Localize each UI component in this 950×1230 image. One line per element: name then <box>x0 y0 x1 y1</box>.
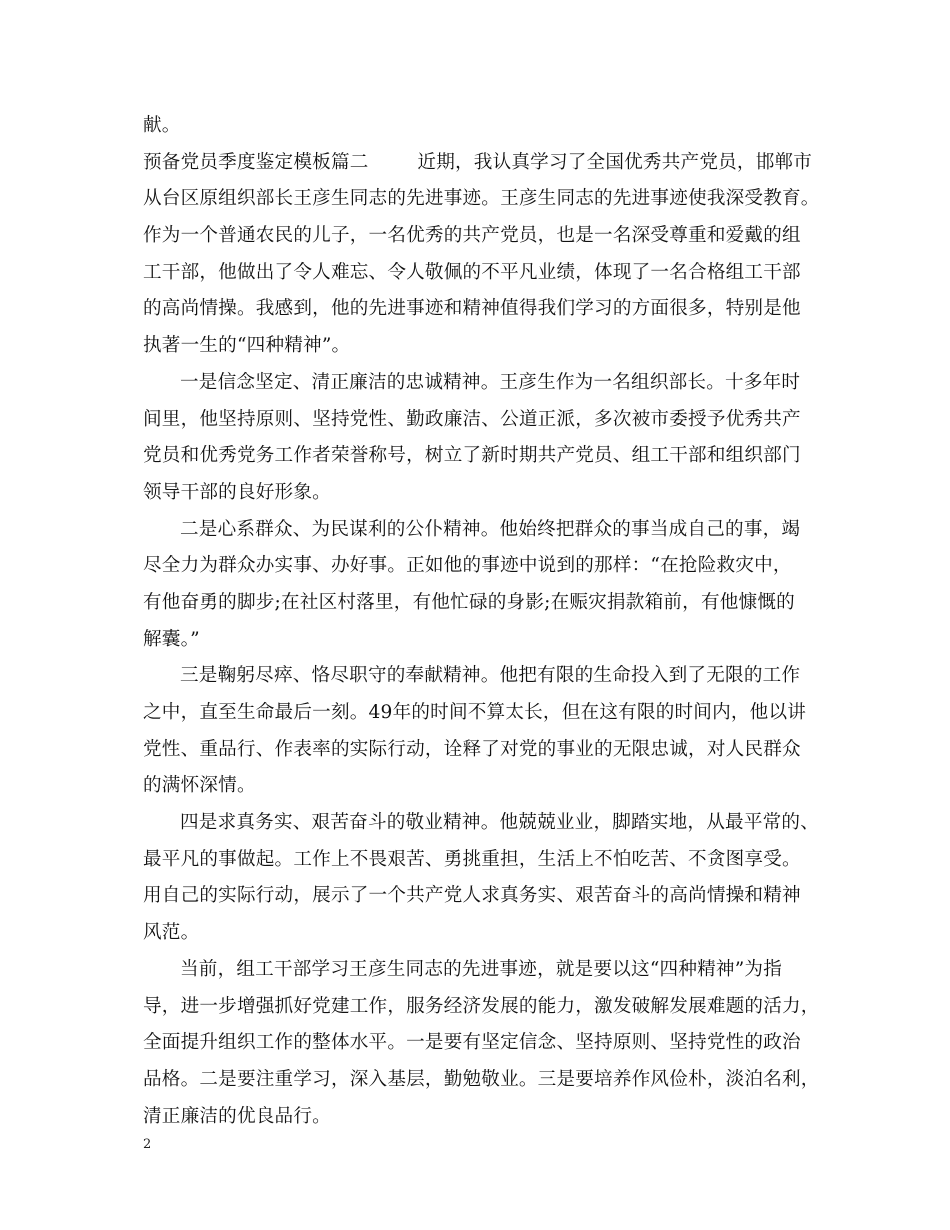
text-line: 品格。二是要注重学习，深入基层，勤勉敬业。三是要培养作风俭朴，淡泊名利， <box>143 1068 820 1090</box>
text-line: 清正廉洁的优良品行。 <box>143 1105 331 1127</box>
text-line: 作为一个普通农民的儿子，一名优秀的共产党员，也是一名深受尊重和爱戴的组 <box>143 225 801 247</box>
text-line: 领导干部的良好形象。 <box>143 481 331 503</box>
paragraph-first-line: 三是鞠躬尽瘁、恪尽职守的奉献精神。他把有限的生命投入到了无限的工作 <box>180 665 801 687</box>
text-line: 献。 <box>143 115 181 136</box>
section-heading-line: 预备党员季度鉴定模板篇二 近期，我认真学习了全国优秀共产党员，邯郸市 <box>143 151 813 173</box>
text-line: 解囊。” <box>143 628 200 650</box>
text-line: 尽全力为群众办实事、办好事。正如他的事迹中说到的那样：“在抢险救灾中， <box>143 555 792 577</box>
text-line: 导，进一步增强抓好党建工作，服务经济发展的能力，激发破解发展难题的活力， <box>143 995 820 1017</box>
paragraph-first-line: 四是求真务实、艰苦奋斗的敬业精神。他兢兢业业，脚踏实地，从最平常的、 <box>180 812 819 834</box>
paragraph-first-line: 当前，组工干部学习王彦生同志的先进事迹，就是要以这“四种精神”为指 <box>180 958 783 980</box>
text-line: 党员和优秀党务工作者荣誉称号，树立了新时期共产党员、组工干部和组织部门 <box>143 445 801 467</box>
text-line: 风范。 <box>143 922 200 944</box>
text-line: 执著一生的“四种精神”。 <box>143 335 351 357</box>
paragraph-first-line: 二是心系群众、为民谋利的公仆精神。他始终把群众的事当成自己的事，竭 <box>180 518 801 540</box>
text-line: 的高尚情操。我感到，他的先进事迹和精神值得我们学习的方面很多，特别是他 <box>143 298 801 320</box>
text-line: 最平凡的事做起。工作上不畏艰苦、勇挑重担，生活上不怕吃苦、不贪图享受。 <box>143 848 801 870</box>
text-line: 间里，他坚持原则、坚持党性、勤政廉洁、公道正派，多次被市委授予优秀共产 <box>143 408 801 430</box>
text-line: 工干部，他做出了令人难忘、令人敬佩的不平凡业绩，体现了一名合格组工干部 <box>143 261 801 283</box>
page-number: 2 <box>143 1137 152 1152</box>
document-body <box>143 108 833 1135</box>
text-line: 全面提升组织工作的整体水平。一是要有坚定信念、坚持原则、坚持党性的政治 <box>143 1032 801 1054</box>
text-line: 党性、重品行、作表率的实际行动，诠释了对党的事业的无限忠诚，对人民群众 <box>143 738 801 760</box>
text-line: 的满怀深情。 <box>143 775 256 797</box>
text-line: 从台区原组织部长王彦生同志的先进事迹。王彦生同志的先进事迹使我深受教育。 <box>143 188 820 210</box>
paragraph-first-line: 一是信念坚定、清正廉洁的忠诚精神。王彦生作为一名组织部长。十多年时 <box>180 371 801 393</box>
text-line: 之中，直至生命最后一刻。49年的时间不算太长，但在这有限的时间内，他以讲 <box>143 702 807 723</box>
text-line: 用自己的实际行动，展示了一个共产党人求真务实、艰苦奋斗的高尚情操和精神 <box>143 885 801 907</box>
text-line: 有他奋勇的脚步;在社区村落里，有他忙碌的身影;在赈灾捐款箱前，有他慷慨的 <box>143 591 795 613</box>
